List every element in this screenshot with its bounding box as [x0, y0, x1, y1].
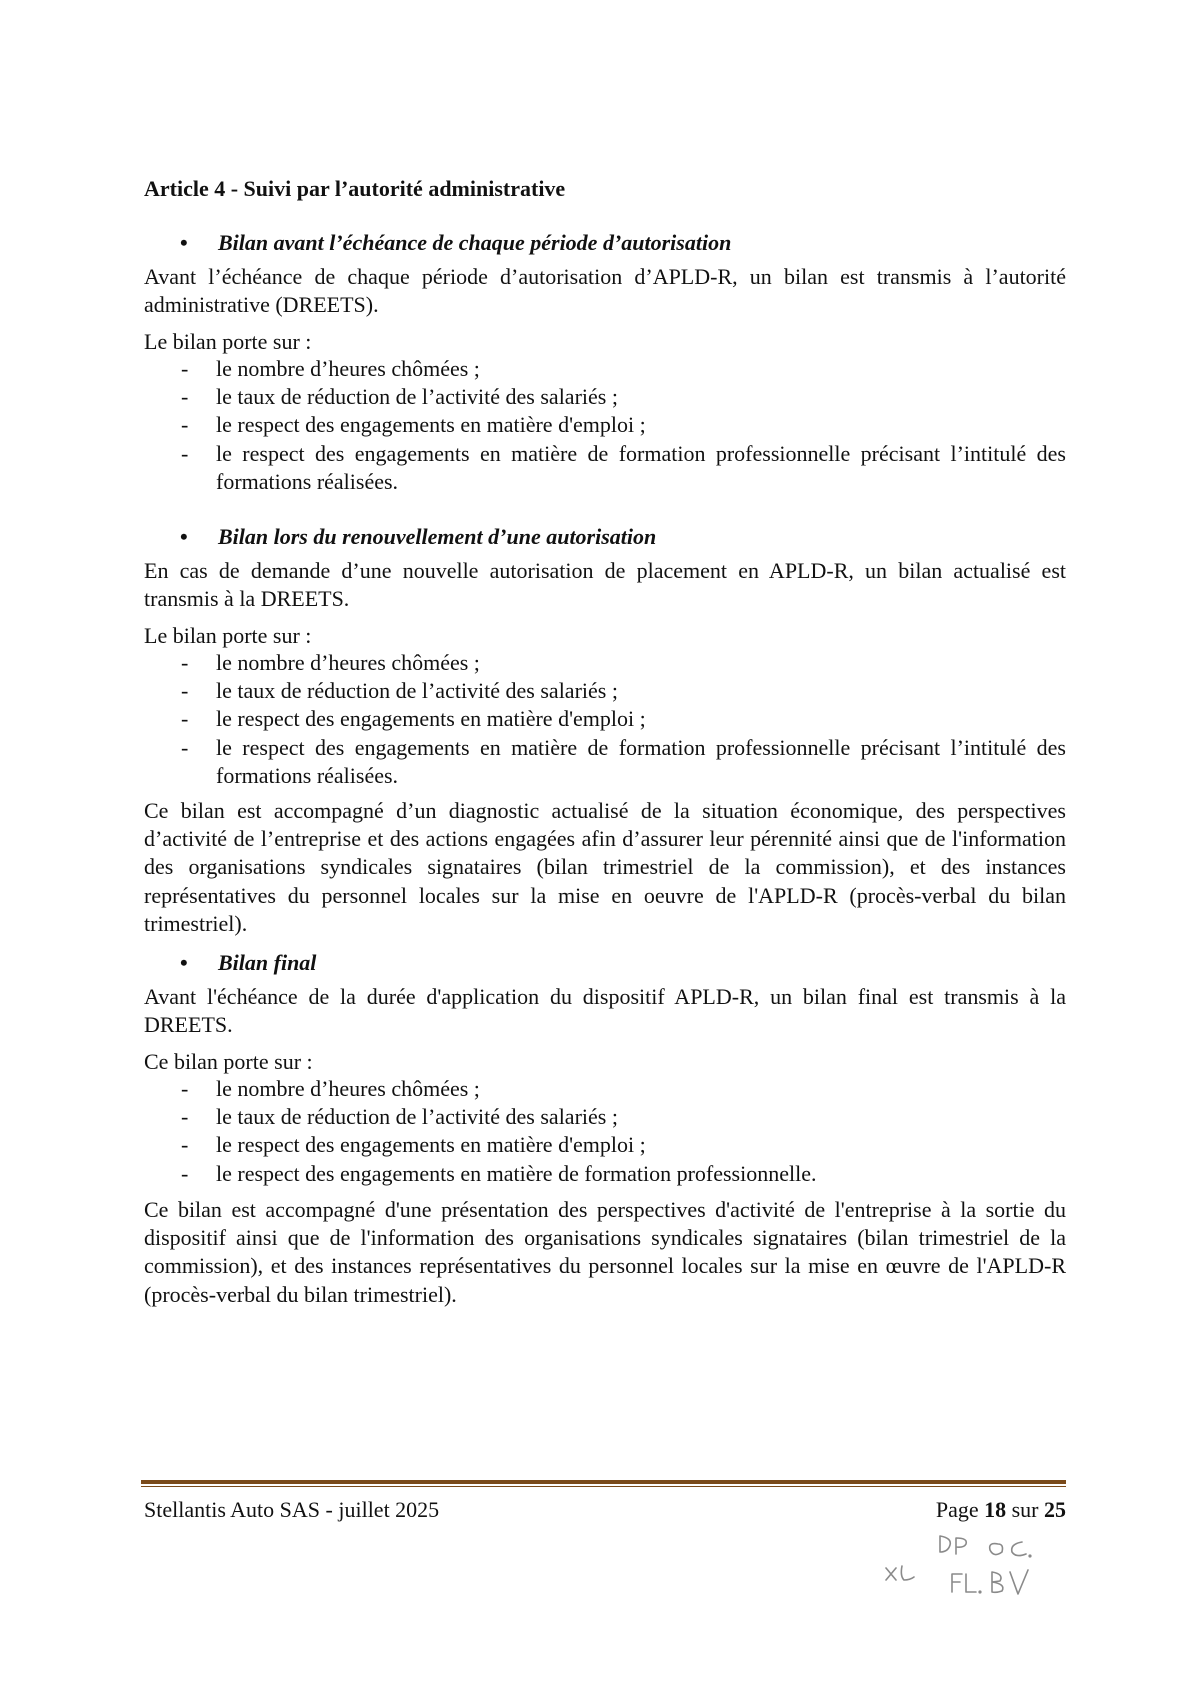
- section-paragraph-1: Avant l’échéance de chaque période d’autorisation d’APLD-R, un bilan est transmis à l’autorité administrative (DREETS).: [144, 264, 1066, 318]
- list-item: - le respect des engagements en matière de formation professionnelle précisant l’intitulé des formations réalisées.: [181, 440, 1066, 494]
- list-item: - le taux de réduction de l’activité des salariés ;: [181, 678, 618, 704]
- list-item: - le respect des engagements en matière de formation professionnelle précisant l’intitulé des formations réalisées.: [181, 734, 1066, 788]
- section-closing-2: Ce bilan est accompagné d’un diagnostic actualisé de la situation économique, des perspectives d’activité de l’entreprise et des actions engagées afin d’assurer leur pérennité ainsi que de l'information des organisations syndicales signataires (bilan trimestriel de la commission), et des instances représentatives du personnel locales sur la mise en oeuvre de l'APLD-R (procès-verbal du bilan trimestriel).: [144, 798, 1066, 936]
- bullet-icon: •: [180, 950, 188, 975]
- section-heading-text: Bilan lors du renouvellement d’une autorisation: [218, 524, 657, 549]
- section-heading-1: [180, 230, 731, 256]
- footer-rule: [141, 1480, 1066, 1487]
- list-intro-2: Le bilan porte sur :: [144, 623, 312, 648]
- list-item: - le respect des engagements en matière de formation professionnelle.: [181, 1160, 817, 1186]
- bullet-list-1: [144, 355, 1066, 496]
- list-item: - le nombre d’heures chômées ;: [181, 356, 480, 381]
- footer-company-date: Stellantis Auto SAS - juillet 2025: [144, 1497, 440, 1522]
- list-item: - le respect des engagements en matière d'emploi ;: [181, 412, 646, 438]
- bullet-icon: •: [180, 230, 188, 255]
- section-closing-3: Ce bilan est accompagné d'une présentation des perspectives d'activité de l'entreprise à la sortie du dispositif ainsi que de l'information des organisations syndicales signataires (bilan trimestriel de la commission), et des instances représentatives du personnel locales sur la mise en œuvre de l'APLD-R (procès-verbal du bilan trimestriel).: [144, 1197, 1066, 1307]
- article-title: Article 4 - Suivi par l’autorité administrative: [144, 176, 566, 201]
- list-item: - le nombre d’heures chômées ;: [181, 650, 480, 675]
- bullet-list-3: [144, 1075, 1066, 1188]
- section-heading-text: Bilan final: [218, 950, 317, 975]
- list-item: - le respect des engagements en matière d'emploi ;: [181, 1132, 646, 1158]
- list-item: - le taux de réduction de l’activité des salariés ;: [181, 1104, 618, 1130]
- bullet-icon: •: [180, 524, 188, 549]
- list-intro-3: Ce bilan porte sur :: [144, 1049, 313, 1074]
- section-paragraph-3: Avant l'échéance de la durée d'application du dispositif APLD-R, un bilan final est transmis à la DREETS.: [144, 984, 1066, 1038]
- section-heading-2: [180, 524, 656, 550]
- footer-page-number: Page 18 sur 25: [935, 1497, 1066, 1522]
- section-heading-3: [180, 950, 316, 976]
- list-intro-1: Le bilan porte sur :: [144, 329, 312, 354]
- list-item: - le respect des engagements en matière d'emploi ;: [181, 706, 646, 732]
- list-item: - le nombre d’heures chômées ;: [181, 1076, 480, 1101]
- list-item: - le taux de réduction de l’activité des salariés ;: [181, 384, 618, 410]
- bullet-list-2: [144, 649, 1066, 790]
- handwritten-initials: [880, 1530, 1070, 1600]
- section-heading-text: Bilan avant l’échéance de chaque période d’autorisation: [218, 230, 732, 255]
- section-paragraph-2: En cas de demande d’une nouvelle autorisation de placement en APLD-R, un bilan actualisé est transmis à la DREETS.: [144, 558, 1066, 612]
